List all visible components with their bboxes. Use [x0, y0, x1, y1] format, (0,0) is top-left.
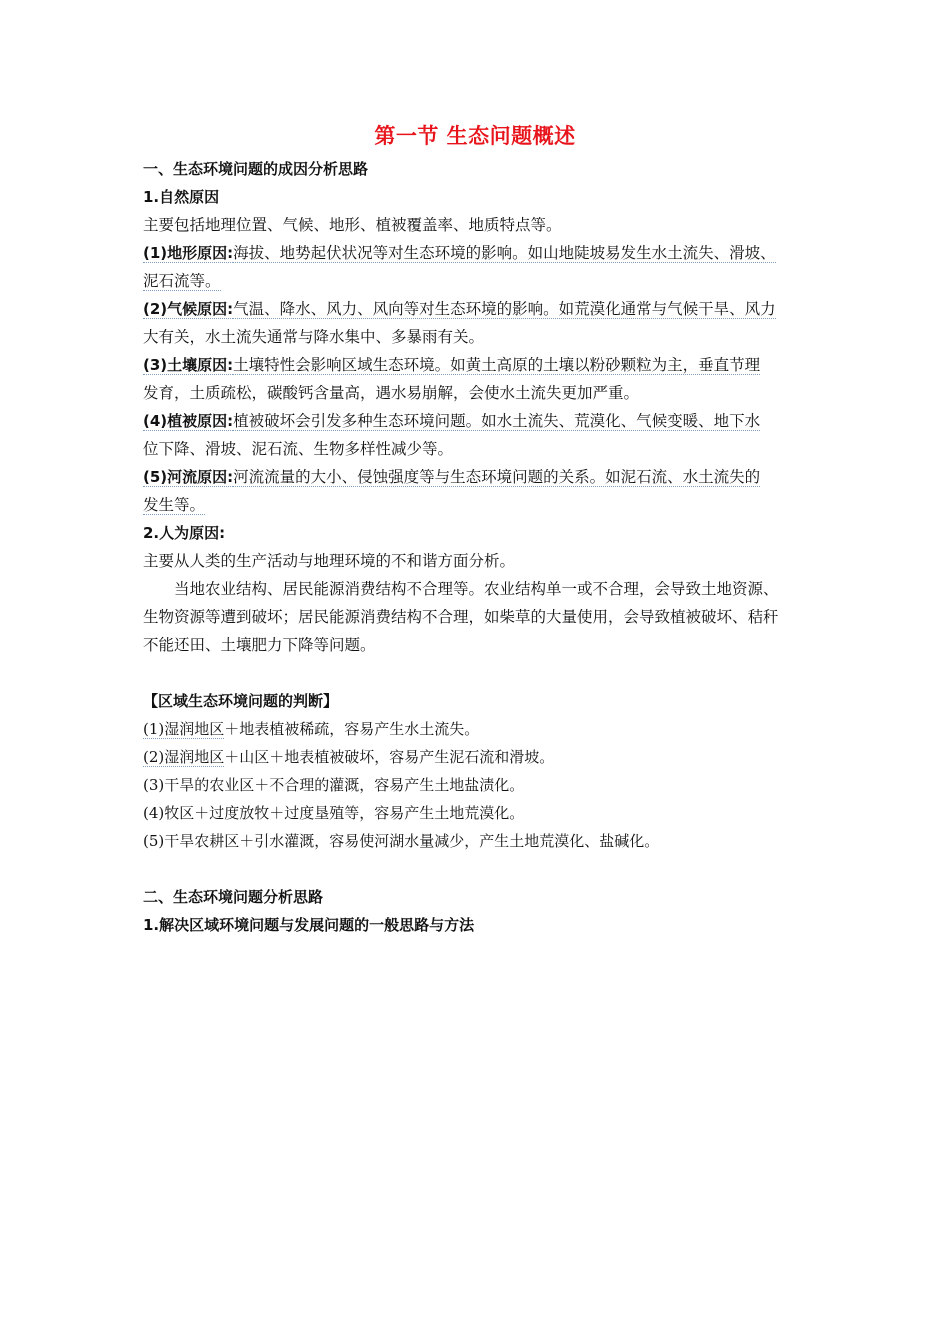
judgement-item-prefix: (2)湿润地区: [143, 748, 225, 766]
section-1-heading: 一、生态环境问题的成因分析思路: [143, 160, 369, 178]
judgement-item-text: ＋地表植被稀疏，容易产生水土流失。: [224, 720, 480, 738]
natural-cause-item: [143, 351, 813, 379]
judgement-item: [143, 771, 813, 799]
natural-cause-text: 河流流量的大小、侵蚀强度等与生态环境问题的关系。如泥石流、水土流失的: [233, 468, 761, 486]
natural-cause-text-end: 泥石流等。: [143, 272, 221, 290]
natural-cause-text-cont: [143, 491, 813, 519]
judgement-item-text: ＋不合理的灌溉，容易产生土地盐渍化。: [254, 776, 525, 794]
natural-cause-label: (4)植被原因:: [143, 412, 234, 430]
human-causes-paragraph-line: 当地农业结构、居民能源消费结构不合理等。农业结构单一或不合理，会导致土地资源、: [174, 580, 779, 598]
natural-cause-text-cont: [143, 323, 813, 351]
natural-cause-item: [143, 239, 813, 267]
spacer: [143, 855, 813, 883]
natural-cause-item: [143, 463, 813, 491]
judgement-item-prefix: (1)湿润地区: [143, 720, 225, 738]
human-causes-paragraph-line: 生物资源等遭到破坏；居民能源消费结构不合理，如柴草的大量使用，会导致植被破坏、秸秆: [143, 608, 779, 626]
section-2-heading: 二、生态环境问题分析思路: [143, 888, 324, 906]
judgement-item-prefix: (4)牧区: [143, 804, 195, 822]
natural-cause-text: 海拔、地势起伏状况等对生态环境的影响。如山地陡坡易发生水土流失、滑坡、: [233, 244, 776, 262]
judgement-item: [143, 743, 813, 771]
natural-cause-label: (3)土壤原因:: [143, 356, 234, 374]
human-causes-intro: 主要从人类的生产活动与地理环境的不和谐方面分析。: [143, 552, 516, 570]
judgement-item-text: ＋山区＋地表植被破坏，容易产生泥石流和滑坡。: [224, 748, 555, 766]
natural-cause-item: [143, 407, 813, 435]
natural-cause-label: (1)地形原因:: [143, 244, 234, 262]
judgement-item: [143, 827, 813, 855]
natural-cause-text-end: 发育，土质疏松，碳酸钙含量高，遇水易崩解，会使水土流失更加严重。: [143, 384, 640, 402]
judgement-heading: 【区域生态环境问题的判断】: [143, 692, 339, 710]
judgement-item-text: ＋引水灌溉，容易使河湖水量减少，产生土地荒漠化、盐碱化。: [239, 832, 660, 850]
natural-cause-text-cont: [143, 267, 813, 295]
natural-cause-text-cont: [143, 435, 813, 463]
judgement-item: [143, 799, 813, 827]
human-causes-heading: 2.人为原因:: [143, 524, 226, 542]
judgement-item-prefix: (5)干旱农耕区: [143, 832, 240, 850]
natural-cause-text-cont: [143, 379, 813, 407]
natural-cause-text-end: 位下降、滑坡、泥石流、生物多样性减少等。: [143, 440, 454, 458]
natural-cause-text: 植被破坏会引发多种生态环境问题。如水土流失、荒漠化、气候变暖、地下水: [233, 412, 761, 430]
document-body: [143, 155, 813, 939]
natural-causes-heading: 1.自然原因: [143, 188, 220, 206]
natural-cause-text: 土壤特性会影响区域生态环境。如黄土高原的土壤以粉砂颗粒为主，垂直节理: [233, 356, 761, 374]
judgement-item: [143, 715, 813, 743]
natural-cause-text: 气温、降水、风力、风向等对生态环境的影响。如荒漠化通常与气候干旱、风力: [233, 300, 776, 318]
human-causes-paragraph-line: 不能还田、土壤肥力下降等问题。: [143, 636, 376, 654]
judgement-item-text: ＋过度放牧＋过度垦殖等，容易产生土地荒漠化。: [194, 804, 525, 822]
natural-cause-item: [143, 295, 813, 323]
natural-cause-text-end: 发生等。: [143, 496, 206, 514]
judgement-item-prefix: (3)干旱的农业区: [143, 776, 255, 794]
natural-causes-intro: 主要包括地理位置、气候、地形、植被覆盖率、地质特点等。: [143, 216, 562, 234]
section-2-subheading: 1.解决区域环境问题与发展问题的一般思路与方法: [143, 916, 475, 934]
spacer: [143, 659, 813, 687]
page-title: 第一节 生态问题概述: [374, 124, 576, 148]
natural-cause-label: (2)气候原因:: [143, 300, 234, 318]
natural-cause-text-end: 大有关，水土流失通常与降水集中、多暴雨有关。: [143, 328, 485, 346]
natural-cause-label: (5)河流原因:: [143, 468, 234, 486]
